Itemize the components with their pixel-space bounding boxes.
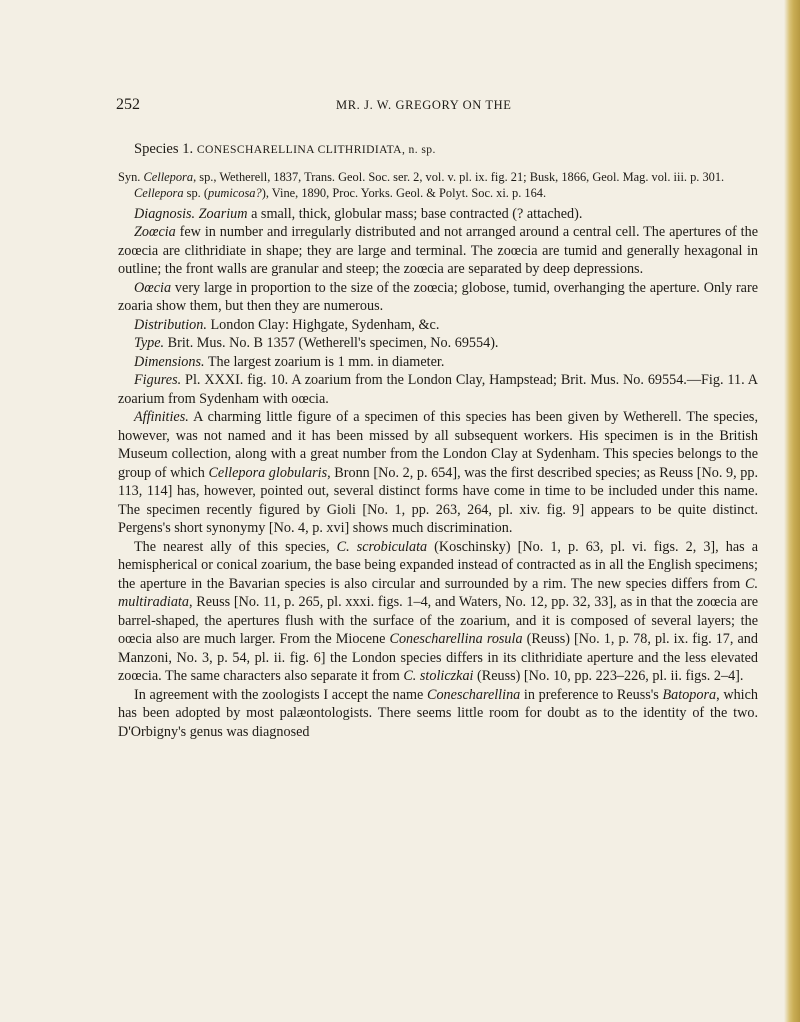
running-head: MR. J. W. GREGORY ON THE: [336, 98, 512, 112]
page-binding-edge: [784, 0, 800, 1022]
synonymy-entry-2: Cellepora sp. (pumicosa?), Vine, 1890, Proc. Yorks. Geol. & Polyt. Soc. xi. p. 164.: [134, 185, 547, 200]
page-body: [118, 140, 758, 741]
distribution: Distribution. London Clay: Highgate, Sydenham, &c.: [134, 316, 440, 333]
affinities-paragraph-1: Affinities. A charming little figure of a specimen of this species has been given by Wetherell. The species, however, was not named and it has been missed by all subsequent workers. His specimen is in the British Museum collection, along with a great number from the London Clay at Sydenham. This species belongs to the group of which Cellepora globularis, Bronn [No. 2, p. 654], was the first described species; as Reuss [No. 9, pp. 113, 114] has, however, pointed out, several distinct forms have come in time to be included under this name. The specimen recently figured by Gioli [No. 1, pp. 263, 264, pl. xiv. fig. 9] appears to be quite distinct. Pergens's short synonymy [No. 4, p. xvi] shows much discrimination.: [118, 409, 759, 536]
dimensions: Dimensions. The largest zoarium is 1 mm. in diameter.: [134, 353, 445, 370]
diagnosis-ooecia: Oœcia very large in proportion to the size of the zoœcia; globose, tumid, overhanging the aperture. Only rare zoaria show them, but then they are numerous.: [118, 279, 758, 314]
species-title: Species 1. CONESCHARELLINA CLITHRIDIATA, n. sp.: [134, 141, 436, 157]
page-header: [0, 96, 800, 116]
affinities-paragraph-3: In agreement with the zoologists I accept the name Conescharellina in preference to Reuss's Batopora, which has been adopted by most palæontologists. There seems little room for doubt as to the identity of the two. D'Orbigny's genus was diagnosed: [118, 686, 758, 740]
page-number: 252: [116, 96, 140, 113]
figures: Figures. Pl. XXXI. fig. 10. A zoarium from the London Clay, Hampstead; Brit. Mus. No. 69554.—Fig. 11. A zoarium from Sydenham with oœcia.: [118, 372, 758, 407]
synonymy-entry-1: Syn. Cellepora, sp., Wetherell, 1837, Trans. Geol. Soc. ser. 2, vol. v. pl. ix. fig. 21; Busk, 1866, Geol. Mag. vol. iii. p. 301.: [118, 169, 725, 184]
diagnosis-zoarium: Diagnosis. Zoarium a small, thick, globular mass; base contracted (? attached).: [134, 205, 583, 222]
type-specimen: Type. Brit. Mus. No. B 1357 (Wetherell's specimen, No. 69554).: [134, 335, 499, 351]
affinities-paragraph-2: The nearest ally of this species, C. scrobiculata (Koschinsky) [No. 1, p. 63, pl. vi. figs. 2, 3], has a hemispherical or conical zoarium, the base being expanded instead of contracted as in all the English specimens; the aperture in the Bavarian species is also circular and surrounded by a rim. The new species differs from C. multiradiata, Reuss [No. 11, p. 265, pl. xxxi. figs. 1–4, and Waters, No. 12, pp. 32, 33], as in that the zoœcia are barrel-shaped, the apertures flush with the surface of the zoarium, and it is composed of several layers; the oœcia also are much larger. From the Miocene Conescharellina rosula (Reuss) [No. 1, p. 78, pl. ix. fig. 17, and Manzoni, No. 3, p. 54, pl. ii. fig. 6] the London species differs in its clithridiate aperture and the less elevated zoœcia. The same characters also separate it from C. stoliczkai (Reuss) [No. 10, pp. 223–226, pl. ii. figs. 2–4].: [118, 538, 758, 684]
species-name: CONESCHARELLINA CLITHRIDIATA: [196, 143, 402, 156]
diagnosis-zooecia: Zoœcia few in number and irregularly distributed and not arranged around a central cell. The apertures of the zoœcia are clithridiate in shape; they are large and terminal. The zoœcia are tumid and generally hexagonal in outline; the front walls are granular and steep; the zoœcia are separated by deep depressions.: [118, 224, 758, 277]
